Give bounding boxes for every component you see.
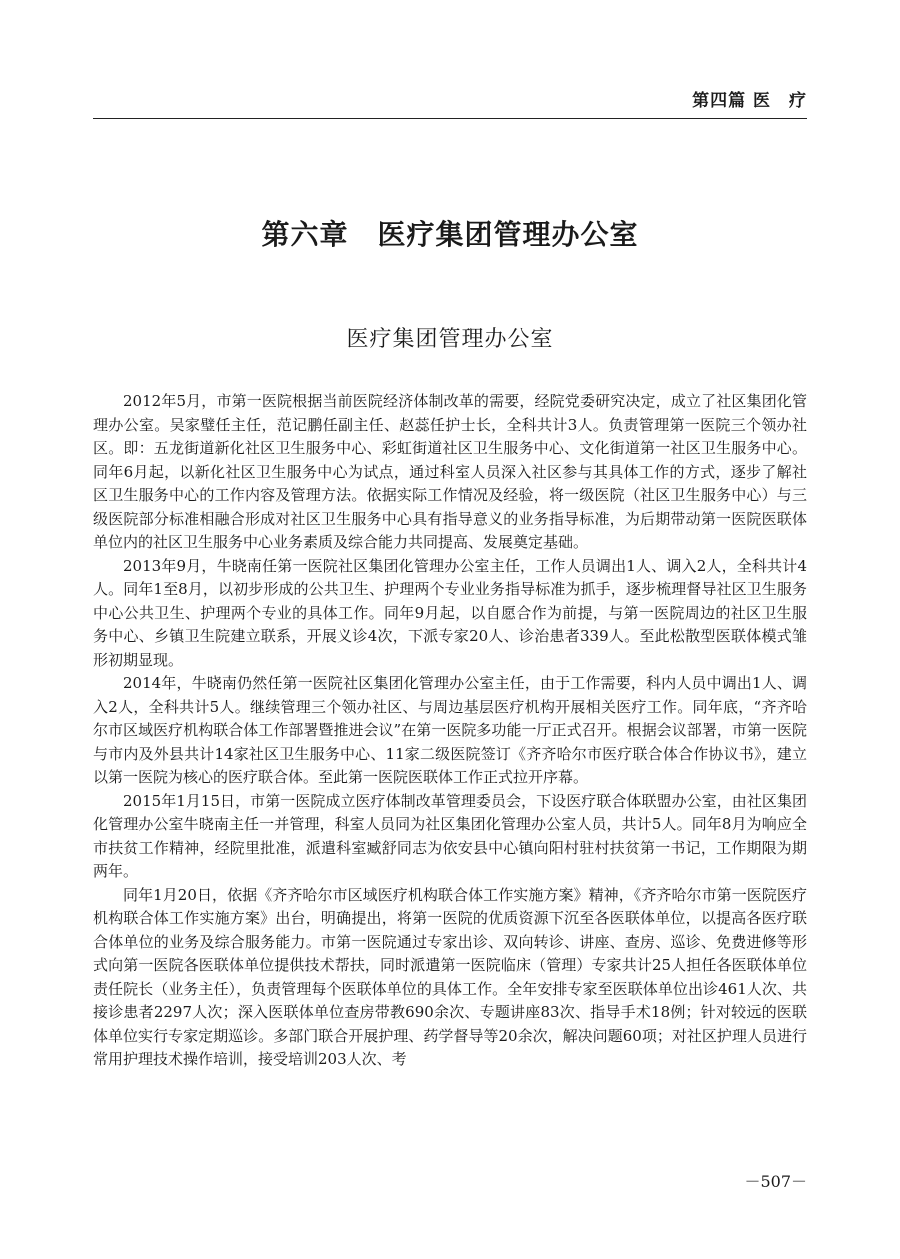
paragraph: 同年1月20日，依据《齐齐哈尔市区域医疗机构联合体工作实施方案》精神，《齐齐哈尔市第一医院医疗机构联合体工作实施方案》出台，明确提出，将第一医院的优质资源下沉至各医联体单位，以提高各医疗联合体单位的业务及综合服务能力。市第一医院通过专家出诊、双向转诊、讲座、查房、巡诊、免费进修等形式向第一医院各医联体单位提供技术帮扶，同时派遣第一医院临床（管理）专家共计25人担任各医联体单位责任院长（业务主任），负责管理每个医联体单位的具体工作。全年安排专家至医联体单位出诊461人次、共接诊患者2297人次；深入医联体单位查房带教690余次、专题讲座83次、指导手术18例；针对较远的医联体单位实行专家定期巡诊。多部门联合开展护理、药学督导等20余次，解决问题60项；对社区护理人员进行常用护理技术操作培训，接受培训203人次、考	[93, 885, 807, 1068]
chapter-title: 第六章 医疗集团管理办公室	[261, 218, 639, 251]
paragraph: 2012年5月，市第一医院根据当前医院经济体制改革的需要，经院党委研究决定，成立了社区集团化管理办公室。吴家璧任主任，范记鹏任副主任、赵蕊任护士长，全科共计3人。负责管理第一医院三个领办社区。即：五龙街道新化社区卫生服务中心、彩虹街道社区卫生服务中心、文化街道第一社区卫生服务中心。同年6月起，以新化社区卫生服务中心为试点，通过科室人员深入社区参与其具体工作的方式，逐步了解社区卫生服务中心的工作内容及管理方法。依据实际工作情况及经验，将一级医院（社区卫生服务中心）与三级医院部分标准相融合形成对社区卫生服务中心具有指导意义的业务指导标准，为后期带动第一医院医联体单位内的社区卫生服务中心业务素质及综合能力共同提高、发展奠定基础。	[93, 392, 807, 551]
paragraph: 2014年，牛晓南仍然任第一医院社区集团化管理办公室主任，由于工作需要，科内人员中调出1人、调入2人，全科共计5人。继续管理三个领办社区、与周边基层医疗机构开展相关医疗工作。同年底，“齐齐哈尔市区域医疗机构联合体工作部署暨推进会议”在第一医院多功能一厅正式召开。根据会议部署，市第一医院与市内及外县共计14家社区卫生服务中心、11家二级医院签订《齐齐哈尔市医疗联合体合作协议书》，建立以第一医院为核心的医疗联合体。至此第一医院医联体工作正式拉开序幕。	[93, 674, 807, 786]
paragraph: 2013年9月，牛晓南任第一医院社区集团化管理办公室主任，工作人员调出1人、调入2人，全科共计4人。同年1至8月，以初步形成的公共卫生、护理两个专业业务指导标准为抓手，逐步梳理督导社区卫生服务中心公共卫生、护理两个专业的具体工作。同年9月起，以自愿合作为前提，与第一医院周边的社区卫生服务中心、乡镇卫生院建立联系，开展义诊4次，下派专家20人、诊治患者339人。至此松散型医联体模式雏形初期显现。	[93, 556, 807, 669]
page-number: －507－	[744, 1172, 807, 1191]
running-header: 第四篇 医 疗	[692, 91, 807, 111]
paragraph: 2015年1月15日，市第一医院成立医疗体制改革管理委员会，下设医疗联合体联盟办公室，由社区集团化管理办公室牛晓南主任一并管理，科室人员同为社区集团化管理办公室人员，共计5人。同年8月为响应全市扶贫工作精神，经院里批准，派遣科室臧舒同志为依安县中心镇向阳村驻村扶贫第一书记，工作期限为期两年。	[93, 791, 807, 880]
body-text	[93, 390, 807, 1072]
header-rule	[93, 118, 807, 119]
section-title: 医疗集团管理办公室	[346, 327, 554, 352]
